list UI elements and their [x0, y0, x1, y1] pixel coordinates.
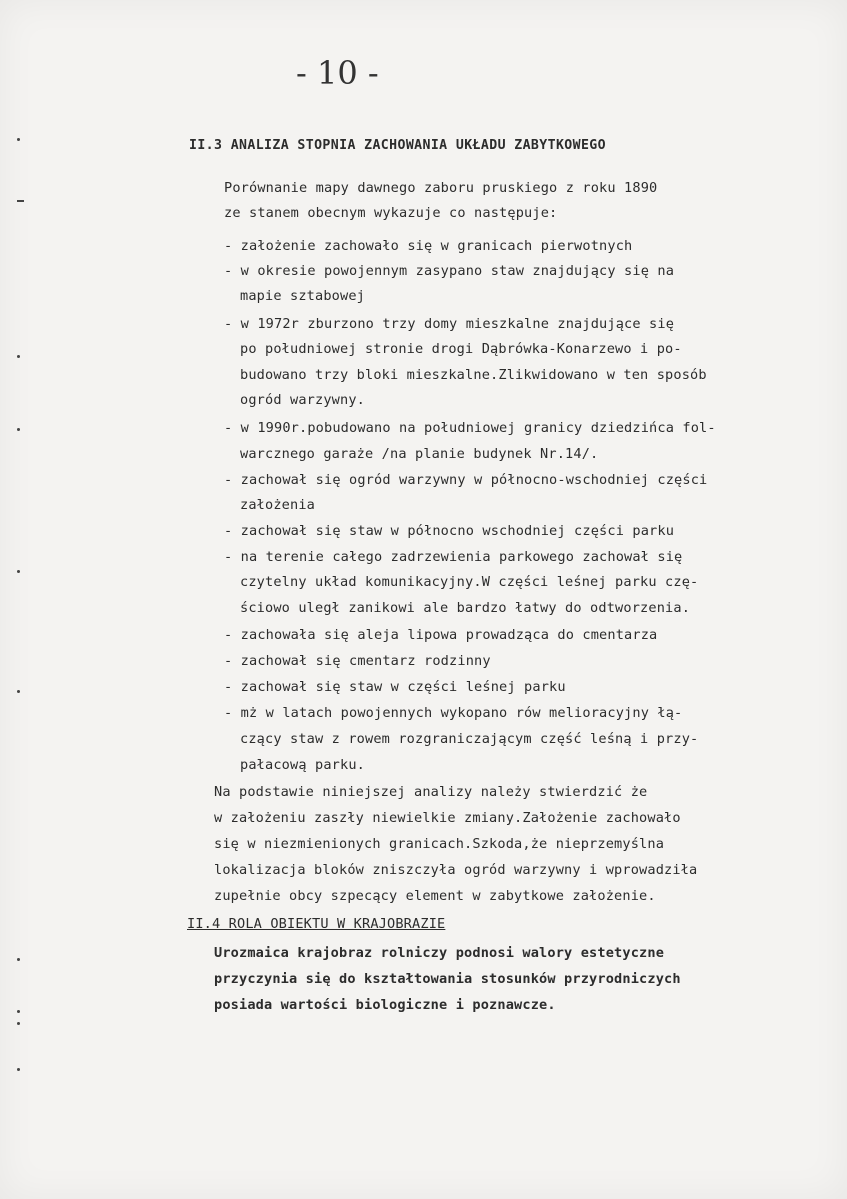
- section-heading: II.3 ANALIZA STOPNIA ZACHOWANIA UKŁADU ZABYTKOWEGO: [189, 138, 606, 153]
- text-line: czytelny układ komunikacyjny.W części leśnej parku czę-: [240, 574, 699, 590]
- text-line: czący staw z rowem rozgraniczającym część leśną i przy-: [240, 731, 699, 747]
- text-line: lokalizacja bloków zniszczyła ogród warzywny i wprowadziła: [214, 862, 698, 878]
- text-line: budowano trzy bloki mieszkalne.Zlikwidowano w ten sposób: [240, 367, 707, 383]
- text-line: - zachował się ogród warzywny w północno-wschodniej części: [224, 472, 708, 488]
- margin-mark: [17, 200, 24, 202]
- margin-mark: [17, 428, 20, 431]
- margin-mark: [17, 570, 20, 573]
- text-line: ogród warzywny.: [240, 392, 366, 408]
- text-line: - w okresie powojennym zasypano staw znajdujący się na: [224, 263, 675, 279]
- page-number: - 10 -: [296, 54, 379, 92]
- text-line: zupełnie obcy szpecący element w zabytkowe założenie.: [214, 888, 656, 904]
- text-line: założenia: [240, 497, 316, 513]
- text-line: Na podstawie niniejszej analizy należy stwierdzić że: [214, 784, 648, 800]
- margin-mark: [17, 355, 20, 358]
- text-line: w założeniu zaszły niewielkie zmiany.Założenie zachowało: [214, 810, 681, 826]
- text-line: po południowej stronie drogi Dąbrówka-Konarzewo i po-: [240, 341, 682, 357]
- margin-mark: [17, 138, 20, 141]
- margin-mark: [17, 1022, 20, 1025]
- text-line: warcznego garaże /na planie budynek Nr.14/.: [240, 446, 599, 462]
- text-line: - założenie zachowało się w granicach pierwotnych: [224, 238, 633, 254]
- text-line: Porównanie mapy dawnego zaboru pruskiego z roku 1890: [224, 180, 658, 196]
- margin-mark: [17, 1068, 20, 1071]
- text-line: - na terenie całego zadrzewienia parkowego zachował się: [224, 549, 683, 565]
- text-line: - zachował się staw w północno wschodniej części parku: [224, 523, 675, 539]
- text-line: posiada wartości biologiczne i poznawcze.: [214, 997, 556, 1013]
- text-line: przyczynia się do kształtowania stosunków przyrodniczych: [214, 971, 681, 987]
- margin-mark: [17, 958, 20, 961]
- margin-mark: [17, 1010, 20, 1013]
- text-line: pałacową parku.: [240, 757, 366, 773]
- text-line: - zachowała się aleja lipowa prowadząca do cmentarza: [224, 627, 658, 643]
- text-line: się w niezmienionych granicach.Szkoda,że nieprzemyślna: [214, 836, 665, 852]
- text-line: - mż w latach powojennych wykopano rów melioracyjny łą-: [224, 705, 683, 721]
- text-line: - zachował się cmentarz rodzinny: [224, 653, 491, 669]
- margin-mark: [17, 690, 20, 693]
- section-heading: II.4 ROLA OBIEKTU W KRAJOBRAZIE: [187, 916, 446, 932]
- text-line: Urozmaica krajobraz rolniczy podnosi walory estetyczne: [214, 945, 665, 961]
- text-line: - w 1990r.pobudowano na południowej granicy dziedzińca fol-: [224, 420, 716, 436]
- text-line: ze stanem obecnym wykazuje co następuje:: [224, 205, 558, 221]
- text-line: mapie sztabowej: [240, 288, 366, 304]
- text-line: - zachował się staw w części leśnej parku: [224, 679, 566, 695]
- text-line: - w 1972r zburzono trzy domy mieszkalne znajdujące się: [224, 316, 675, 332]
- text-line: ściowo uległ zanikowi ale bardzo łatwy do odtworzenia.: [240, 600, 691, 616]
